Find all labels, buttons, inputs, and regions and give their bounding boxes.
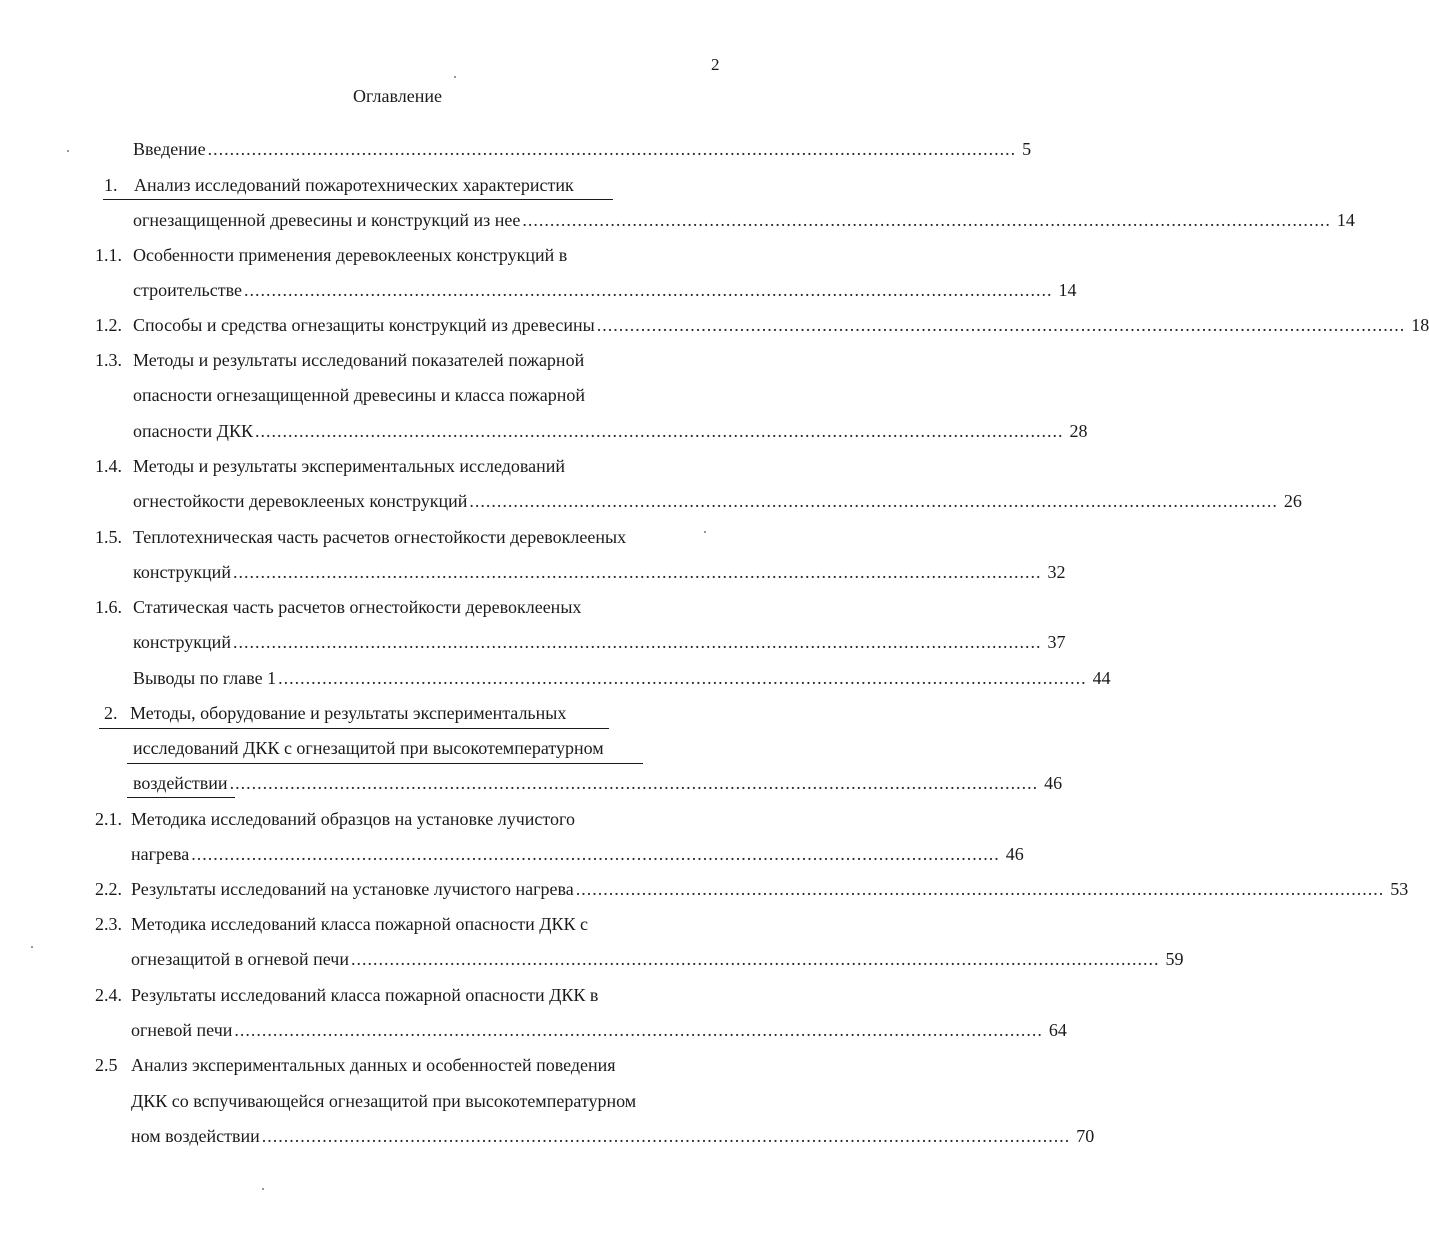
toc-entry-text: ном воздействии (131, 1126, 260, 1146)
underline (103, 199, 613, 200)
toc-entry-page: 32 (1047, 562, 1066, 582)
toc-entry-number: 1.6. (95, 597, 122, 617)
toc-entry-text: исследований ДКК с огнезащитой при высокотемпературном (133, 738, 604, 758)
toc-entry-1-line-1[interactable] (104, 172, 704, 198)
toc-entry-text: Способы и средства огнезащиты конструкций из древесины (133, 315, 595, 335)
dot-leader: ................................................................................................................................................... (522, 210, 1331, 230)
scan-speck (262, 1188, 264, 1190)
dot-leader: ................................................................................................................................................... (232, 562, 1042, 582)
scan-speck (67, 150, 69, 152)
toc-entry-page: 44 (1092, 668, 1111, 688)
underline (127, 763, 643, 764)
toc-entry-text: конструкций (133, 562, 231, 582)
toc-entry-text: Статическая часть расчетов огнестойкости деревоклееных (133, 597, 582, 617)
toc-entry-2-4-line-2[interactable] (131, 1017, 1067, 1043)
toc-entry-number: 2.1. (95, 809, 122, 829)
toc-entry-text: Методика исследований класса пожарной опасности ДКК с (131, 914, 589, 934)
toc-entry-text: Анализ исследований пожаротехнических характеристик (134, 175, 574, 195)
dot-leader: ................................................................................................................................................... (254, 421, 1064, 441)
toc-entry-1-line-2[interactable] (133, 207, 1355, 233)
toc-entry-text: нагрева (131, 844, 190, 864)
scan-speck (704, 531, 706, 533)
scan-speck (454, 76, 456, 78)
toc-entry-page: 26 (1283, 491, 1302, 511)
toc-entry-2-3-line-1[interactable] (95, 911, 695, 937)
toc-entry-text: Результаты исследований класса пожарной опасности ДКК в (131, 985, 599, 1005)
toc-entry-page: 28 (1069, 421, 1088, 441)
toc-entry-page: 18 (1411, 315, 1429, 335)
toc-entry-2-3-line-2[interactable] (131, 946, 1184, 972)
toc-entry-2-line-3[interactable] (133, 770, 1063, 796)
toc-entry-page: 53 (1390, 879, 1409, 899)
toc-entry-text: Анализ экспериментальных данных и особенностей поведения (131, 1055, 616, 1075)
toc-entry-text: огнезащитой в огневой печи (131, 949, 349, 969)
toc-entry-text: конструкций (133, 632, 231, 652)
toc-entry-1-3-line-2[interactable] (133, 382, 693, 408)
dot-leader: ................................................................................................................................................... (469, 491, 1278, 511)
toc-entry-text: Результаты исследований на установке лучистого нагрева (131, 879, 574, 899)
toc-entry-page: 14 (1058, 280, 1077, 300)
toc-entry-2-line-1[interactable] (104, 700, 704, 726)
dot-leader: ................................................................................................................................................... (229, 773, 1039, 793)
toc-entry-text: огнестойкости деревоклееных конструкций (133, 491, 468, 511)
toc-entry-2-1-line-2[interactable] (131, 841, 1024, 867)
toc-entry-1-1-line-1[interactable] (95, 242, 695, 268)
toc-entry-1-5-line-2[interactable] (133, 559, 1066, 585)
toc-entry-conclusions-1[interactable] (133, 665, 1111, 691)
toc-entry-number: 1.2. (95, 315, 122, 335)
toc-entry-2-1-line-1[interactable] (95, 806, 695, 832)
toc-entry-1-5-line-1[interactable] (95, 524, 715, 550)
underline (99, 728, 609, 729)
toc-entry-page: 70 (1076, 1126, 1095, 1146)
toc-entry-1-4-line-1[interactable] (95, 453, 695, 479)
toc-entry-number: 1.4. (95, 456, 122, 476)
toc-entry-text: воздействии (133, 773, 228, 793)
toc-entry-1-3-line-1[interactable] (95, 347, 695, 373)
toc-entry-page: 46 (1044, 773, 1063, 793)
dot-leader: ................................................................................................................................................... (261, 1126, 1071, 1146)
toc-entry-text: Особенности применения деревоклееных конструкций в (133, 245, 568, 265)
toc-entry-number: 2. (104, 703, 118, 723)
dot-leader: ................................................................................................................................................... (232, 632, 1042, 652)
dot-leader: ................................................................................................................................................... (596, 315, 1406, 335)
dot-leader: ................................................................................................................................................... (234, 1020, 1043, 1040)
toc-entry-number: 2.4. (95, 985, 122, 1005)
toc-entry-page: 64 (1048, 1020, 1067, 1040)
scan-speck (31, 946, 33, 948)
toc-entry-number: 2.2. (95, 879, 122, 899)
dot-leader: ................................................................................................................................................... (191, 844, 1000, 864)
toc-entry-text: Методы и результаты экспериментальных исследований (133, 456, 566, 476)
underline (127, 797, 235, 798)
toc-entry-number: 1.5. (95, 527, 122, 547)
toc-entry-2-line-2[interactable] (133, 735, 693, 761)
dot-leader: ................................................................................................................................................... (244, 280, 1053, 300)
toc-entry-page: 59 (1165, 949, 1184, 969)
toc-entry-page: 37 (1047, 632, 1066, 652)
toc-entry-number: 1.3. (95, 350, 122, 370)
toc-entry-1-3-line-3[interactable] (133, 418, 1088, 444)
toc-entry-2-4-line-1[interactable] (95, 982, 695, 1008)
page-number: 2 (711, 55, 720, 74)
toc-entry-intro[interactable] (133, 136, 1032, 162)
toc-entry-text: опасности ДКК (133, 421, 253, 441)
toc-entry-page: 14 (1336, 210, 1355, 230)
toc-entry-1-6-line-2[interactable] (133, 629, 1066, 655)
toc-entry-1-2[interactable] (95, 312, 1429, 338)
toc-entry-text: Выводы по главе 1 (133, 668, 277, 688)
dot-leader: ................................................................................................................................................... (278, 668, 1087, 688)
toc-entry-number: 1. (104, 175, 118, 195)
dot-leader: ................................................................................................................................................... (575, 879, 1385, 899)
toc-entry-1-6-line-1[interactable] (95, 594, 695, 620)
toc-entry-number: 2.3. (95, 914, 122, 934)
toc-entry-2-5-line-2[interactable] (131, 1088, 691, 1114)
toc-entry-text: ДКК со вспучивающейся огнезащитой при высокотемпературном (131, 1091, 637, 1111)
toc-entry-2-5-line-1[interactable] (95, 1052, 695, 1078)
toc-entry-page: 5 (1022, 139, 1032, 159)
toc-entry-number: 2.5 (95, 1055, 118, 1075)
toc-entry-text: огневой печи (131, 1020, 233, 1040)
toc-entry-text: огнезащищенной древесины и конструкций из нее (133, 210, 521, 230)
toc-entry-1-1-line-2[interactable] (133, 277, 1077, 303)
toc-entry-page: 46 (1005, 844, 1024, 864)
toc-entry-text: Методы и результаты исследований показателей пожарной (133, 350, 585, 370)
toc-entry-text: опасности огнезащищенной древесины и класса пожарной (133, 385, 585, 405)
toc-entry-2-5-line-3[interactable] (131, 1123, 1095, 1149)
toc-entry-text: Методика исследований образцов на установке лучистого (131, 809, 575, 829)
toc-entry-text: Теплотехническая часть расчетов огнестойкости деревоклееных (133, 527, 627, 547)
dot-leader: ................................................................................................................................................... (207, 139, 1017, 159)
toc-entry-1-4-line-2[interactable] (133, 488, 1302, 514)
dot-leader: ................................................................................................................................................... (350, 949, 1160, 969)
toc-entry-text: Методы, оборудование и результаты экспериментальных (130, 703, 567, 723)
toc-entry-text: Введение (133, 139, 206, 159)
toc-entry-text: строительстве (133, 280, 242, 300)
toc-entry-number: 1.1. (95, 245, 122, 265)
toc-entry-2-2[interactable] (95, 876, 1409, 902)
toc-title: Оглавление (353, 86, 442, 106)
